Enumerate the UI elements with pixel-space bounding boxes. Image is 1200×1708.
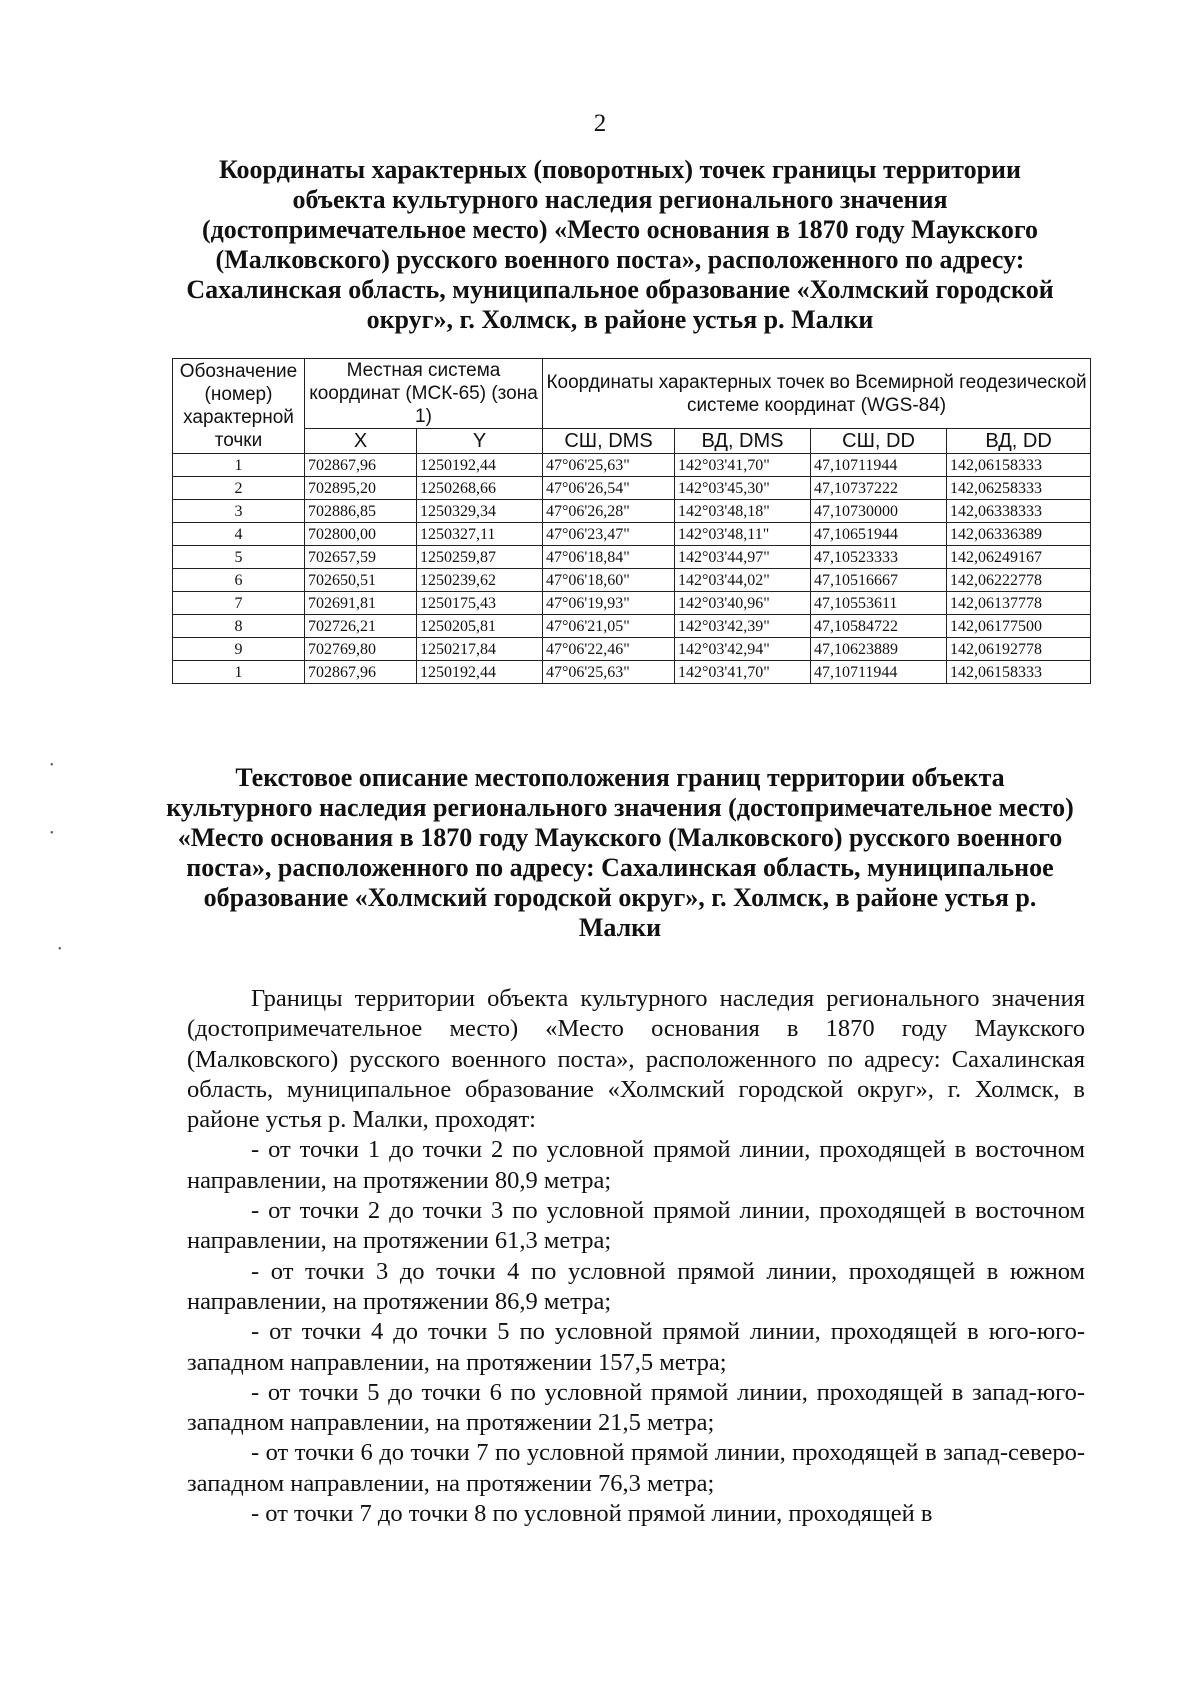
table-cell: 7: [173, 592, 305, 615]
header-y: Y: [417, 429, 543, 454]
header-local-system: Местная система координат (МСК-65) (зона 1): [305, 359, 543, 429]
table-cell: 142°03'45,30": [675, 477, 811, 500]
section-title-description: Текстовое описание местоположения границ территории объекта культурного наследия регионального значения (достопримечательное место) «Место основания в 1870 году Маукского (Малковского) русского военного поста», расположенного по адресу: Сахалинская область, муниципальное образование «Холмский городской округ», г. Холмск, в районе устья р. Малки: [166, 763, 1074, 942]
table-cell: 142°03'44,97": [675, 546, 811, 569]
table-cell: 47°06'26,54": [543, 477, 675, 500]
table-row: [173, 454, 1091, 477]
table-row: [173, 592, 1091, 615]
table-cell: 47,10523333: [811, 546, 947, 569]
table-cell: 702691,81: [305, 592, 417, 615]
table-cell: 142°03'48,11": [675, 523, 811, 546]
table-cell: 702867,96: [305, 454, 417, 477]
coordinates-table-body: [173, 454, 1091, 684]
table-cell: 1250175,43: [417, 592, 543, 615]
table-cell: 142,06249167: [947, 546, 1091, 569]
table-cell: 1250239,62: [417, 569, 543, 592]
table-cell: 142°03'41,70": [675, 454, 811, 477]
table-cell: 1250217,84: [417, 638, 543, 661]
table-cell: 3: [173, 500, 305, 523]
table-cell: 142,06192778: [947, 638, 1091, 661]
table-cell: 1250327,11: [417, 523, 543, 546]
description-item: - от точки 5 до точки 6 по условной прямой линии, проходящей в запад-юго-западном направлении, на протяжении 21,5 метра;: [187, 1378, 1085, 1437]
table-cell: 47,10711944: [811, 454, 947, 477]
table-cell: 47°06'18,60": [543, 569, 675, 592]
page-number: 2: [593, 110, 607, 137]
table-cell: 8: [173, 615, 305, 638]
table-row: [173, 500, 1091, 523]
table-cell: 142°03'48,18": [675, 500, 811, 523]
table-cell: 47°06'23,47": [543, 523, 675, 546]
table-row: [173, 615, 1091, 638]
table-cell: 702769,80: [305, 638, 417, 661]
table-row: [173, 477, 1091, 500]
table-cell: 5: [173, 546, 305, 569]
table-cell: 1: [173, 454, 305, 477]
table-cell: 6: [173, 569, 305, 592]
coordinates-table: [172, 358, 1091, 684]
table-cell: 47°06'19,93": [543, 592, 675, 615]
table-cell: 4: [173, 523, 305, 546]
table-cell: 1250259,87: [417, 546, 543, 569]
table-row: [173, 569, 1091, 592]
table-cell: 142,06177500: [947, 615, 1091, 638]
scan-speck: •: [50, 828, 54, 839]
table-row: [173, 523, 1091, 546]
table-cell: 47,10623889: [811, 638, 947, 661]
table-cell: 47,10516667: [811, 569, 947, 592]
table-cell: 142°03'42,94": [675, 638, 811, 661]
table-cell: 702895,20: [305, 477, 417, 500]
table-cell: 142°03'44,02": [675, 569, 811, 592]
table-cell: 1250192,44: [417, 454, 543, 477]
header-point-number: Обозначение (номер) характерной точки: [173, 359, 305, 454]
table-cell: 1250192,44: [417, 661, 543, 684]
table-cell: 702650,51: [305, 569, 417, 592]
scan-speck: •: [58, 944, 62, 955]
description-item: - от точки 2 до точки 3 по условной прямой линии, проходящей в восточном направлении, на протяжении 61,3 метра;: [187, 1197, 1085, 1255]
table-cell: 142,06158333: [947, 454, 1091, 477]
description-item: - от точки 1 до точки 2 по условной прямой линии, проходящей в восточном направлении, на протяжении 80,9 метра;: [187, 1136, 1085, 1194]
table-cell: 1250268,66: [417, 477, 543, 500]
table-cell: 702886,85: [305, 500, 417, 523]
table-cell: 47°06'25,63": [543, 661, 675, 684]
table-cell: 47°06'22,46": [543, 638, 675, 661]
table-cell: 702867,96: [305, 661, 417, 684]
table-cell: 142°03'42,39": [675, 615, 811, 638]
table-cell: 142,06158333: [947, 661, 1091, 684]
scan-speck: •: [50, 760, 54, 771]
table-row: [173, 638, 1091, 661]
table-row: [173, 661, 1091, 684]
table-cell: 47,10584722: [811, 615, 947, 638]
description-item: - от точки 7 до точки 8 по условной прямой линии, проходящей в: [251, 1500, 933, 1528]
description-intro: Границы территории объекта культурного наследия регионального значения (достопримечательное место) «Место основания в 1870 году Маукского (Малковского) русского военного поста», расположенного по адресу: Сахалинская область, муниципальное образование «Холмский городской округ», г. Холмск, в районе устья р. Малки, проходят:: [187, 985, 1085, 1134]
description-items: [187, 1135, 1085, 1529]
table-cell: 9: [173, 638, 305, 661]
header-x: X: [305, 429, 417, 454]
table-cell: 142,06336389: [947, 523, 1091, 546]
table-cell: 142,06258333: [947, 477, 1091, 500]
table-cell: 142,06338333: [947, 500, 1091, 523]
description-item: - от точки 4 до точки 5 по условной прямой линии, проходящей в юго-юго-западном направлении, на протяжении 157,5 метра;: [187, 1318, 1085, 1376]
table-cell: 1250205,81: [417, 615, 543, 638]
header-lon-dms: ВД, DMS: [675, 429, 811, 454]
table-cell: 47,10730000: [811, 500, 947, 523]
table-cell: 702657,59: [305, 546, 417, 569]
table-cell: 47,10737222: [811, 477, 947, 500]
table-cell: 702726,21: [305, 615, 417, 638]
table-cell: 47°06'18,84": [543, 546, 675, 569]
table-cell: 47,10553611: [811, 592, 947, 615]
table-cell: 2: [173, 477, 305, 500]
table-cell: 142,06137778: [947, 592, 1091, 615]
table-row: [173, 546, 1091, 569]
table-cell: 47,10651944: [811, 523, 947, 546]
table-cell: 702800,00: [305, 523, 417, 546]
header-wgs84: Координаты характерных точек во Всемирной геодезической системе координат (WGS-84): [543, 359, 1091, 429]
table-cell: 1: [173, 661, 305, 684]
table-cell: 142°03'41,70": [675, 661, 811, 684]
header-lon-dd: ВД, DD: [947, 429, 1091, 454]
table-cell: 1250329,34: [417, 500, 543, 523]
header-lat-dd: СШ, DD: [811, 429, 947, 454]
table-cell: 47°06'26,28": [543, 500, 675, 523]
description-item: - от точки 3 до точки 4 по условной прямой линии, проходящей в южном направлении, на протяжении 86,9 метра;: [187, 1257, 1085, 1315]
section-title-coordinates: Координаты характерных (поворотных) точек границы территории объекта культурного наследия регионального значения (достопримечательное место) «Место основания в 1870 году Маукского (Малковского) русского военного поста», расположенного по адресу: Сахалинская область, муниципальное образование «Холмский городской округ», г. Холмск, в районе устья р. Малки: [186, 155, 1054, 334]
table-cell: 142,06222778: [947, 569, 1091, 592]
boundary-description: [187, 984, 1085, 1529]
table-cell: 47,10711944: [811, 661, 947, 684]
table-cell: 47°06'21,05": [543, 615, 675, 638]
table-cell: 47°06'25,63": [543, 454, 675, 477]
table-cell: 142°03'40,96": [675, 592, 811, 615]
header-lat-dms: СШ, DMS: [543, 429, 675, 454]
description-item: - от точки 6 до точки 7 по условной прямой линии, проходящей в запад-северо-западном направлении, на протяжении 76,3 метра;: [187, 1439, 1085, 1497]
